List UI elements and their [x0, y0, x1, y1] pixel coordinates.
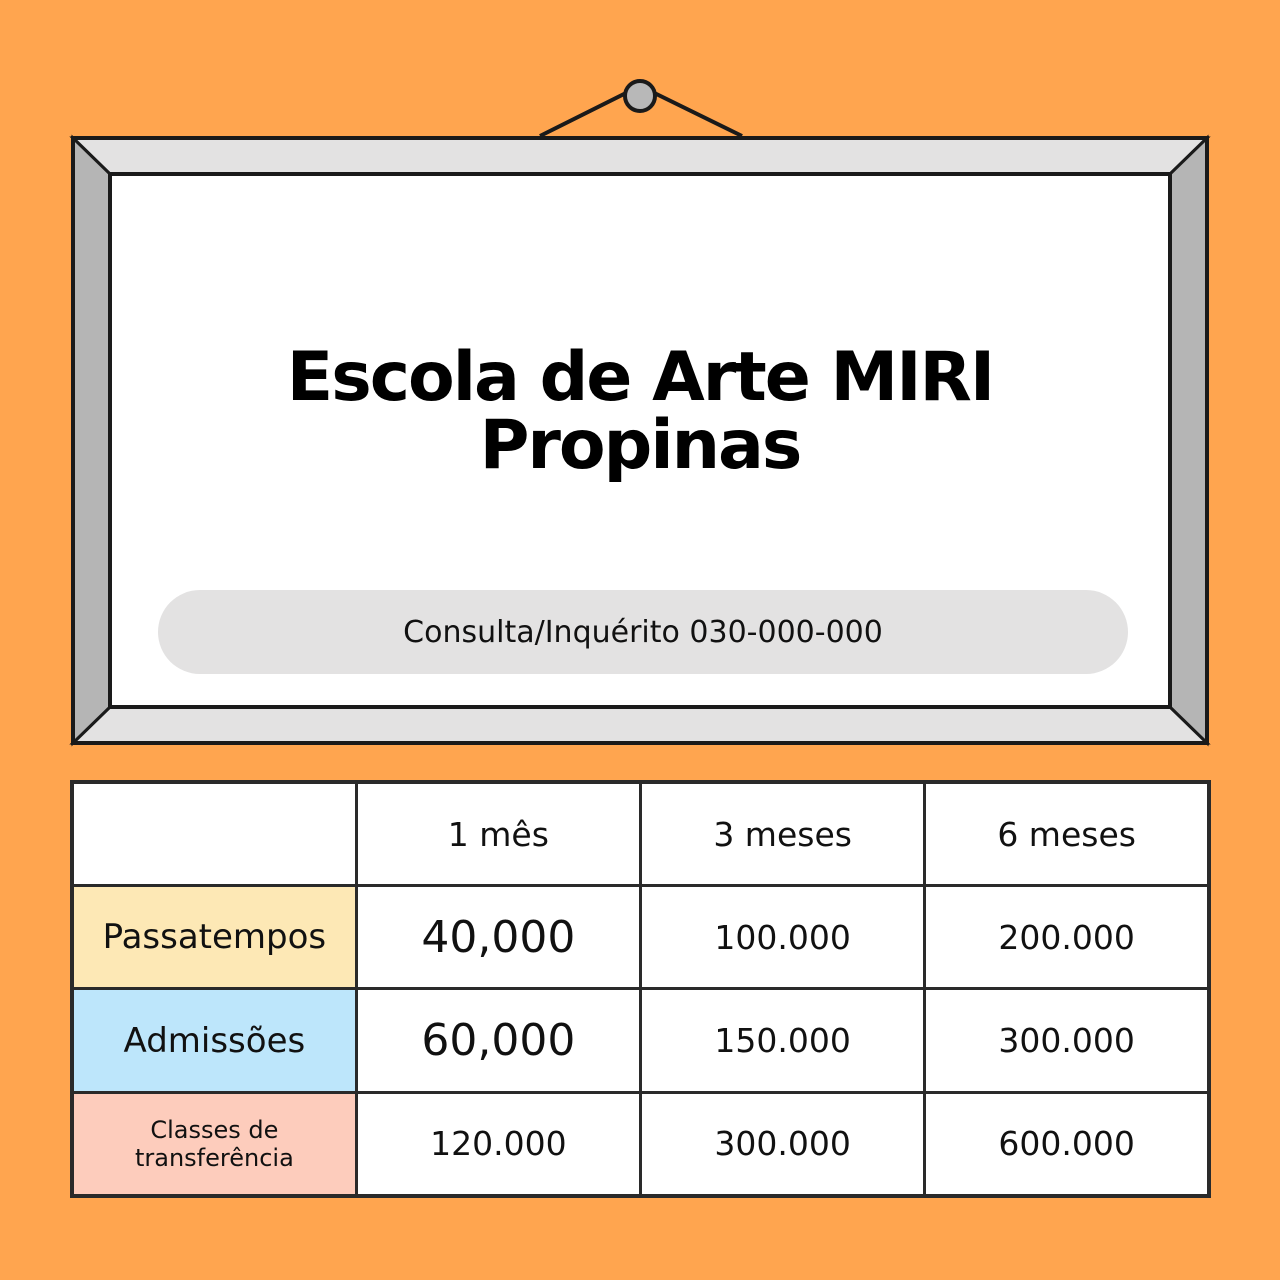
page-title: Escola de Arte MIRI	[286, 338, 994, 417]
table-cell: 100.000	[641, 886, 925, 989]
table-cell: 120.000	[356, 1092, 640, 1196]
table-row	[72, 989, 1209, 1092]
table-cell: 150.000	[641, 989, 925, 1092]
table-cell: 200.000	[925, 886, 1209, 989]
row-label: Admissões	[72, 989, 356, 1092]
fees-table	[70, 780, 1211, 1198]
header-cell: 6 meses	[925, 782, 1209, 886]
row-label: Passatempos	[72, 886, 356, 989]
nail-icon	[625, 81, 655, 111]
table-cell: 600.000	[925, 1092, 1209, 1196]
contact-text: Consulta/Inquérito 030-000-000	[403, 614, 883, 650]
table-row	[72, 886, 1209, 989]
page-subtitle: Propinas	[479, 406, 801, 485]
header-empty-cell	[72, 782, 356, 886]
table-cell: 40,000	[356, 886, 640, 989]
table-header-row	[72, 782, 1209, 886]
row-label: Classes de transferência	[72, 1092, 356, 1196]
table-cell: 60,000	[356, 989, 640, 1092]
table-row	[72, 1092, 1209, 1196]
table-cell: 300.000	[641, 1092, 925, 1196]
frame-left	[73, 138, 110, 743]
board-content	[110, 174, 1170, 706]
contact-pill	[158, 590, 1128, 674]
frame-right	[1170, 138, 1207, 743]
table-cell: 300.000	[925, 989, 1209, 1092]
header-cell: 3 meses	[641, 782, 925, 886]
header-cell: 1 mês	[356, 782, 640, 886]
frame-bottom	[73, 707, 1207, 743]
frame-top	[73, 138, 1207, 174]
